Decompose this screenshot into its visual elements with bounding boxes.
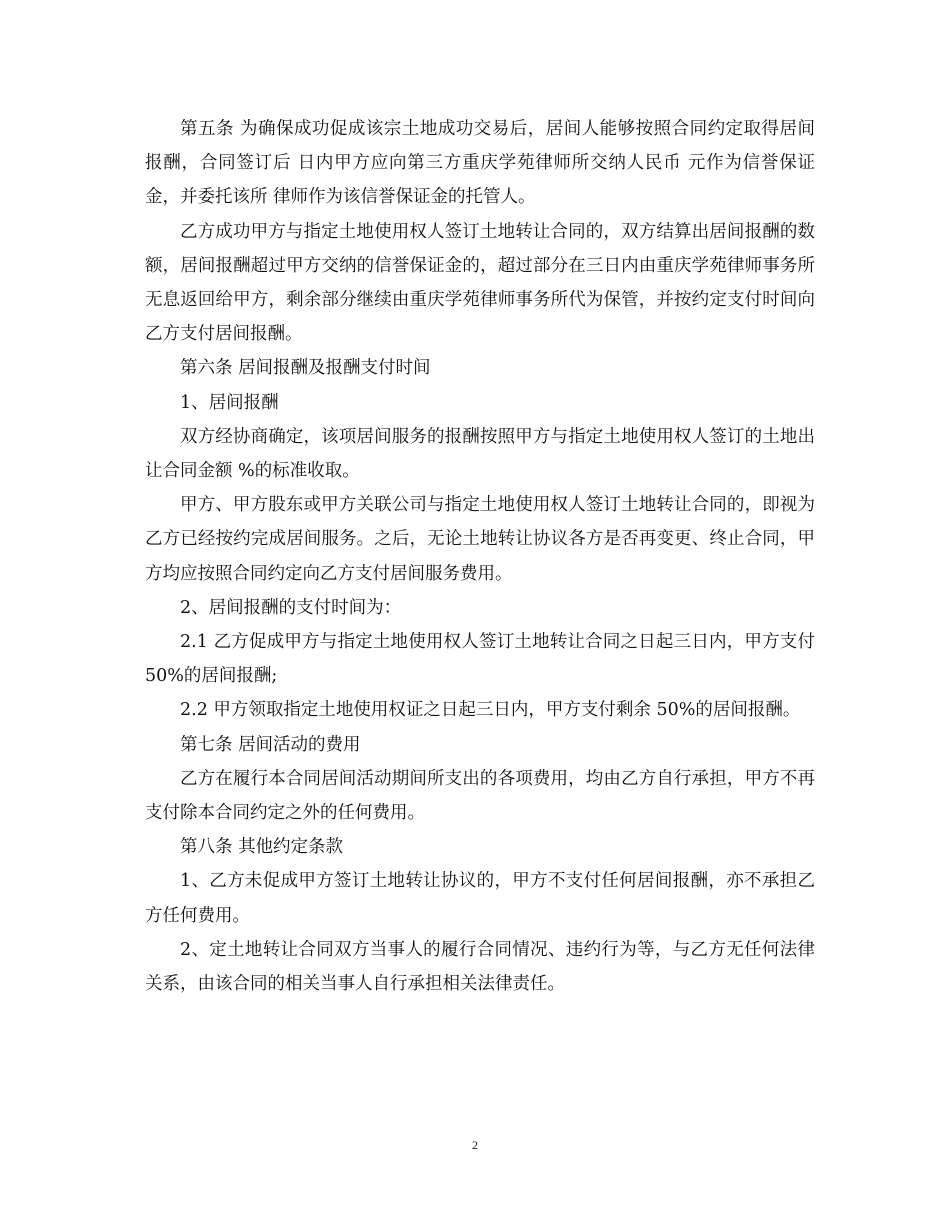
paragraph-fee-condition: 甲方、甲方股东或甲方关联公司与指定土地使用权人签订土地转让合同的，即视为乙方已经按约完成居间服务。之后，无论土地转让协议各方是否再变更、终止合同，甲方均应按照合同约定向乙方支付居间服务费用。 xyxy=(145,495,815,584)
heading-article-7: 第七条 居间活动的费用 xyxy=(180,734,361,755)
paragraph-expenses: 乙方在履行本合同居间活动期间所支出的各项费用，均由乙方自行承担，甲方不再支付除本合同约定之外的任何费用。 xyxy=(145,768,815,824)
paragraph-article-5: 第五条 为确保成功促成该宗土地成功交易后，居间人能够按照合同约定取得居间报酬，合同签订后 日内甲方应向第三方重庆学苑律师所交纳人民币 元作为信誉保证金，并委托该所 律师作为该信誉保证金的托管人。 xyxy=(145,119,815,208)
subheading-fee: 1、居间报酬 xyxy=(180,392,279,413)
paragraph-settlement: 乙方成功甲方与指定土地使用权人签订土地转让合同的，双方结算出居间报酬的数额，居间报酬超过甲方交纳的信誉保证金的，超过部分在三日内由重庆学苑律师事务所无息返回给甲方，剩余部分继续由重庆学苑律师事务所代为保管，并按约定支付时间向乙方支付居间报酬。 xyxy=(145,221,815,345)
paragraph-fee-rate: 双方经协商确定，该项居间服务的报酬按照甲方与指定土地使用权人签订的土地出让合同金额 %的标准收取。 xyxy=(145,426,815,482)
heading-article-6: 第六条 居间报酬及报酬支付时间 xyxy=(180,358,431,379)
paragraph-other-1: 1、乙方未促成甲方签订土地转让协议的，甲方不支付任何居间报酬，亦不承担乙方任何费用。 xyxy=(145,871,815,926)
paragraph-payment-2-1: 2.1 乙方促成甲方与指定土地使用权人签订土地转让合同之日起三日内，甲方支付 50%的居间报酬; xyxy=(145,632,821,687)
paragraph-other-2: 2、定土地转让合同双方当事人的履行合同情况、违约行为等，与乙方无任何法律关系，由该合同的相关当事人自行承担相关法律责任。 xyxy=(145,939,815,995)
paragraph-payment-2-2: 2.2 甲方领取指定土地使用权证之日起三日内，甲方支付剩余 50%的居间报酬。 xyxy=(180,700,801,721)
heading-article-8: 第八条 其他约定条款 xyxy=(180,837,344,858)
subheading-payment-time: 2、居间报酬的支付时间为： xyxy=(180,597,402,618)
document-body xyxy=(145,112,821,1001)
page-number: 2 xyxy=(472,1138,478,1152)
